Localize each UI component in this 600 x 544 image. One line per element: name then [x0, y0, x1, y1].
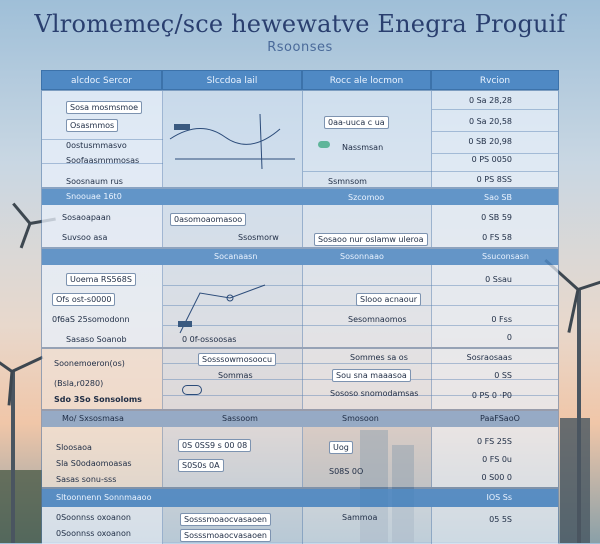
list-item: Sla S0odaomoasas [56, 459, 132, 468]
section-header: Mo/ Sxsosmasa [62, 414, 124, 423]
list-item: PaaFSaoO [480, 414, 520, 423]
list-item[interactable]: 0S 0SS9 s 00 08 [178, 439, 251, 452]
energy-table [41, 70, 559, 543]
trend-line-icon [170, 273, 300, 343]
table-cell-value: 0 Sa 28,28 [468, 96, 512, 105]
list-item: S08S 0O [329, 467, 364, 476]
list-item: Sommas [218, 371, 253, 380]
table-cell-value: 0 SB 20,98 [468, 137, 512, 146]
list-item[interactable]: Sosssmoaocvasaoen [180, 529, 271, 542]
list-item[interactable]: Ofs ost-s0000 [52, 293, 115, 306]
table-section [41, 248, 559, 348]
table-cell-value: 0 Sa 20,58 [468, 117, 512, 126]
table-cell-value: 0 PS 8SS [476, 175, 512, 184]
table-cell-value: 0 S00 0 [481, 473, 512, 482]
toggle-icon [182, 385, 202, 395]
list-item[interactable]: Slooo acnaour [356, 293, 421, 306]
list-item: Sassoom [222, 414, 258, 423]
table-cell-value: 0 FS 25S [477, 437, 512, 446]
list-item: Suvsoo asa [62, 233, 108, 242]
list-item: Sdo 3So Sonsoloms [54, 395, 142, 404]
table-cell-value: 0 [506, 333, 512, 342]
list-item[interactable]: 0aa-uuca c ua [324, 116, 389, 129]
list-item: (Bsla,r0280) [54, 379, 104, 388]
list-item: Sasaso Soanob [66, 335, 127, 344]
list-item: Nassmsan [342, 143, 384, 152]
list-item: 0 0f-ossoosas [182, 335, 237, 344]
list-item[interactable]: Osasmmos [66, 119, 118, 132]
section-header: Sosonnaao [340, 252, 384, 261]
column-header[interactable]: alcdoc Sercor [41, 70, 162, 90]
city-building [560, 418, 590, 543]
list-item: Soosnaum rus [66, 177, 123, 186]
section-header: Snoouae 16t0 [66, 192, 122, 201]
list-item: Smosoon [342, 414, 379, 423]
list-item[interactable]: Sosssowmosoocu [198, 353, 276, 366]
list-item: Szcomoo [348, 193, 385, 202]
table-cell-value: IOS Ss [486, 493, 512, 502]
list-item: Soofaasmmmosas [66, 156, 140, 165]
page-title: Vlromemeç/sce hewewatve Enegra Proguif [34, 10, 566, 38]
list-item: 0ostusmmasvo [66, 141, 127, 150]
list-item[interactable]: Sosaoo nur oslamw uleroa [314, 233, 428, 246]
table-cell-value: 0 Fss [491, 315, 512, 324]
table-cell-value: 0 SB 59 [481, 213, 512, 222]
table-cell-value: 0 Ssau [485, 275, 512, 284]
list-item: Ssosmorw [238, 233, 279, 242]
list-item: Sasas sonu-sss [56, 475, 117, 484]
table-cell-value: Sao SB [484, 193, 512, 202]
column-header[interactable]: Rvcion [431, 70, 559, 90]
list-item: Sesomnaomos [348, 315, 407, 324]
column-header[interactable]: Slccdoa lail [162, 70, 302, 90]
section-header: Socanaasn [214, 252, 258, 261]
page-subtitle: Rsoonses [267, 40, 333, 55]
list-item[interactable]: S0S0s 0A [178, 459, 224, 472]
table-cell-value: 0 PS 0 ·P0 [471, 391, 512, 400]
list-item[interactable]: Sosa mosmsmoe [66, 101, 142, 114]
table-cell-value: 05 5S [489, 515, 512, 524]
list-item: Sosaoapaan [62, 213, 111, 222]
section-header: Ssuconsasn [482, 252, 529, 261]
list-item: Ssmnsom [328, 177, 367, 186]
table-cell-value: 0 FS 58 [482, 233, 512, 242]
list-item[interactable]: Uoema RS568S [66, 273, 136, 286]
list-item: Sloosaoa [56, 443, 92, 452]
list-item: Sososo snomodamsas [330, 389, 419, 398]
table-section [41, 488, 559, 543]
leaf-icon [318, 141, 330, 148]
column-header[interactable]: Rocc ale locmon [302, 70, 431, 90]
list-item: Soonemoeron(os) [54, 359, 125, 368]
list-item: 0Soonnss oxoanon [56, 529, 131, 538]
section-header: Sltoonnenn Sonnmaaoo [56, 493, 152, 502]
trend-line-icon [170, 109, 300, 179]
table-cell-value: 0 FS 0u [482, 455, 512, 464]
table-cell-value: Sosraosaas [466, 353, 512, 362]
city-building [0, 470, 42, 543]
table-cell-value: 0 SS [494, 371, 512, 380]
list-item: 0f6aS 25somodonn [52, 315, 130, 324]
list-item[interactable]: Sou sna maaasoa [332, 369, 411, 382]
table-section [41, 410, 559, 488]
list-item: Sommes sa os [350, 353, 408, 362]
list-item[interactable]: Sosssmoaocvasaoen [180, 513, 271, 526]
list-item: Sammoa [342, 513, 378, 522]
table-section [41, 348, 559, 410]
list-item[interactable]: 0asomoaomasoo [170, 213, 246, 226]
table-section [41, 188, 559, 248]
table-section [41, 90, 559, 188]
list-item[interactable]: Uog [329, 441, 353, 454]
table-cell-value: 0 PS 0050 [471, 155, 512, 164]
list-item: 0Soonnss oxoanon [56, 513, 131, 522]
